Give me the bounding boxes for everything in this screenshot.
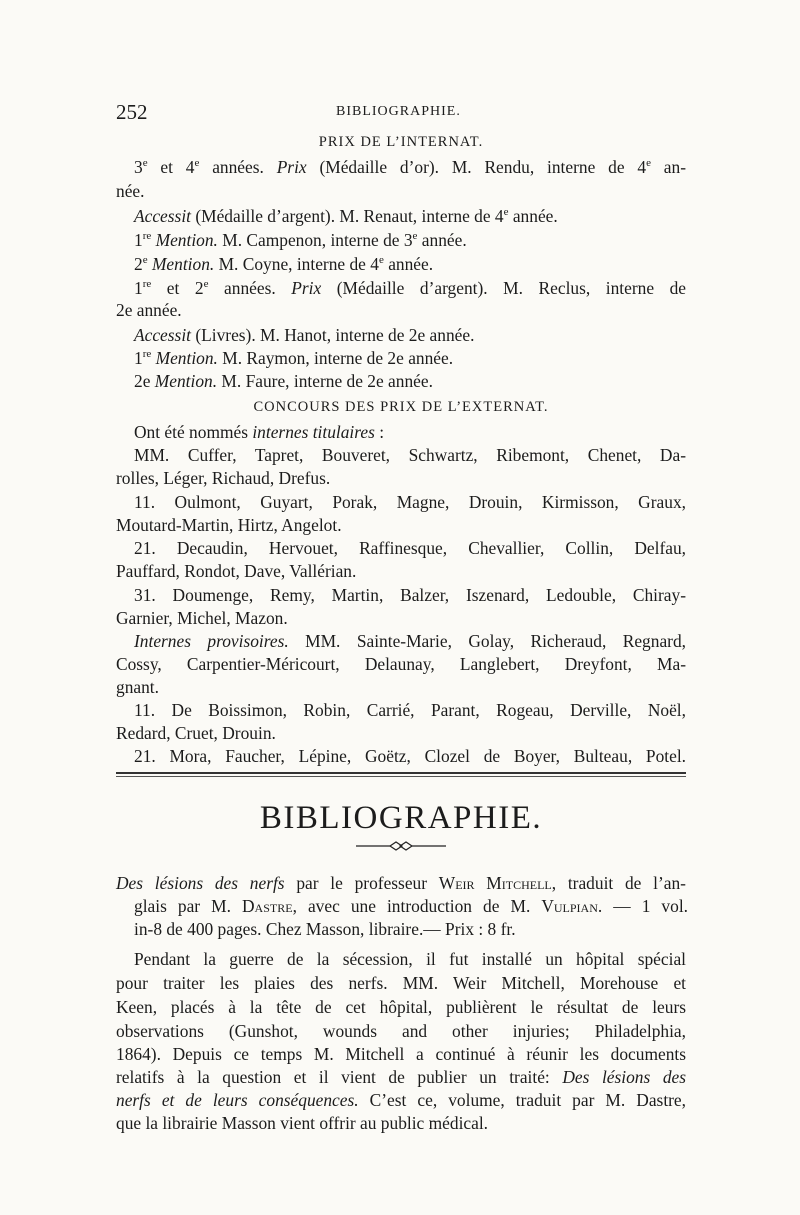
paragraph-line: observations (Gunshot, wounds and other injuries; Philadelphia, bbox=[116, 1021, 686, 1041]
text-line: Pauffard, Rondot, Dave, Vallérian. bbox=[116, 561, 357, 581]
running-title: BIBLIOGRAPHIE. bbox=[336, 104, 461, 119]
text-line: Ont été nommés internes titulaires : bbox=[134, 422, 385, 442]
text-line: 2e Mention. M. Coyne, interne de 4e année. bbox=[134, 254, 434, 274]
heading-concours-externat: CONCOURS DES PRIX DE L’EXTERNAT. bbox=[253, 399, 549, 415]
running-head bbox=[116, 100, 696, 126]
section-divider bbox=[116, 772, 686, 774]
text-line: gnant. bbox=[116, 677, 159, 697]
text-line: 21. Decaudin, Hervouet, Raffinesque, Chevallier, Collin, Delfau, bbox=[134, 538, 686, 558]
bibliography-entry: Des lésions des nerfs par le professeur Weir Mitchell, traduit de l’an- bbox=[116, 873, 686, 893]
text-line: 11. Oulmont, Guyart, Porak, Magne, Drouin, Kirmisson, Graux, bbox=[134, 492, 686, 512]
text-line: 2e année. bbox=[116, 300, 182, 320]
bibliography-entry: glais par M. Dastre, avec une introduction de M. Vulpian. — 1 vol. bbox=[134, 896, 689, 916]
text-line: 31. Doumenge, Remy, Martin, Balzer, Iszenard, Ledouble, Chiray- bbox=[134, 585, 686, 605]
text-line: 21. Mora, Faucher, Lépine, Goëtz, Clozel de Boyer, Bulteau, Potel. bbox=[134, 746, 686, 766]
text-line: 11. De Boissimon, Robin, Carrié, Parant, Rogeau, Derville, Noël, bbox=[134, 700, 686, 720]
text-line: née. bbox=[116, 181, 145, 201]
paragraph-line: pour traiter les plaies des nerfs. MM. Weir Mitchell, Morehouse et bbox=[116, 973, 686, 993]
paragraph-line: Keen, placés à la tête de cet hôpital, publièrent le résultat de leurs bbox=[116, 997, 686, 1017]
text-line: Accessit (Médaille d’argent). M. Renaut, interne de 4e année. bbox=[134, 206, 558, 226]
paragraph-line: relatifs à la question et il vient de publier un traité: Des lésions des bbox=[116, 1067, 686, 1087]
text-line: 1re et 2e années. Prix (Médaille d’argent). M. Reclus, interne de bbox=[134, 278, 686, 298]
text-line: MM. Cuffer, Tapret, Bouveret, Schwartz, Ribemont, Chenet, Da- bbox=[134, 445, 686, 465]
text-line: Internes provisoires. MM. Sainte-Marie, Golay, Richeraud, Regnard, bbox=[134, 631, 686, 651]
bibliographie-title: BIBLIOGRAPHIE. bbox=[259, 800, 543, 836]
paragraph-line: nerfs et de leurs conséquences. C’est ce, volume, traduit par M. Dastre, bbox=[116, 1090, 687, 1110]
text-line: Accessit (Livres). M. Hanot, interne de 2e année. bbox=[134, 325, 475, 345]
text-line: 2e Mention. M. Faure, interne de 2e année. bbox=[134, 371, 433, 391]
section-divider bbox=[116, 776, 686, 777]
paragraph-line: que la librairie Masson vient offrir au public médical. bbox=[116, 1113, 489, 1133]
heading-prix-internat: PRIX DE L’INTERNAT. bbox=[318, 134, 484, 150]
paragraph-line: Pendant la guerre de la sécession, il fut installé un hôpital spécial bbox=[134, 949, 686, 969]
text-line: rolles, Léger, Richaud, Drefus. bbox=[116, 468, 331, 488]
text-line: 1re Mention. M. Raymon, interne de 2e année. bbox=[134, 348, 454, 368]
text-line: Moutard-Martin, Hirtz, Angelot. bbox=[116, 515, 342, 535]
text-line: 1re Mention. M. Campenon, interne de 3e année. bbox=[134, 230, 467, 250]
ornament-divider-icon bbox=[356, 836, 446, 856]
paragraph-line: 1864). Depuis ce temps M. Mitchell a continué à réunir les documents bbox=[116, 1044, 686, 1064]
text-line: Redard, Cruet, Drouin. bbox=[116, 723, 276, 743]
bibliography-entry: in-8 de 400 pages. Chez Masson, libraire.— Prix : 8 fr. bbox=[134, 919, 516, 939]
text-line: Cossy, Carpentier-Méricourt, Delaunay, Langlebert, Dreyfont, Ma- bbox=[116, 654, 686, 674]
text-line: Garnier, Michel, Mazon. bbox=[116, 608, 288, 628]
page-number: 252 bbox=[116, 100, 148, 124]
text-line: 3e et 4e années. Prix (Médaille d’or). M. Rendu, interne de 4e an- bbox=[134, 157, 686, 177]
